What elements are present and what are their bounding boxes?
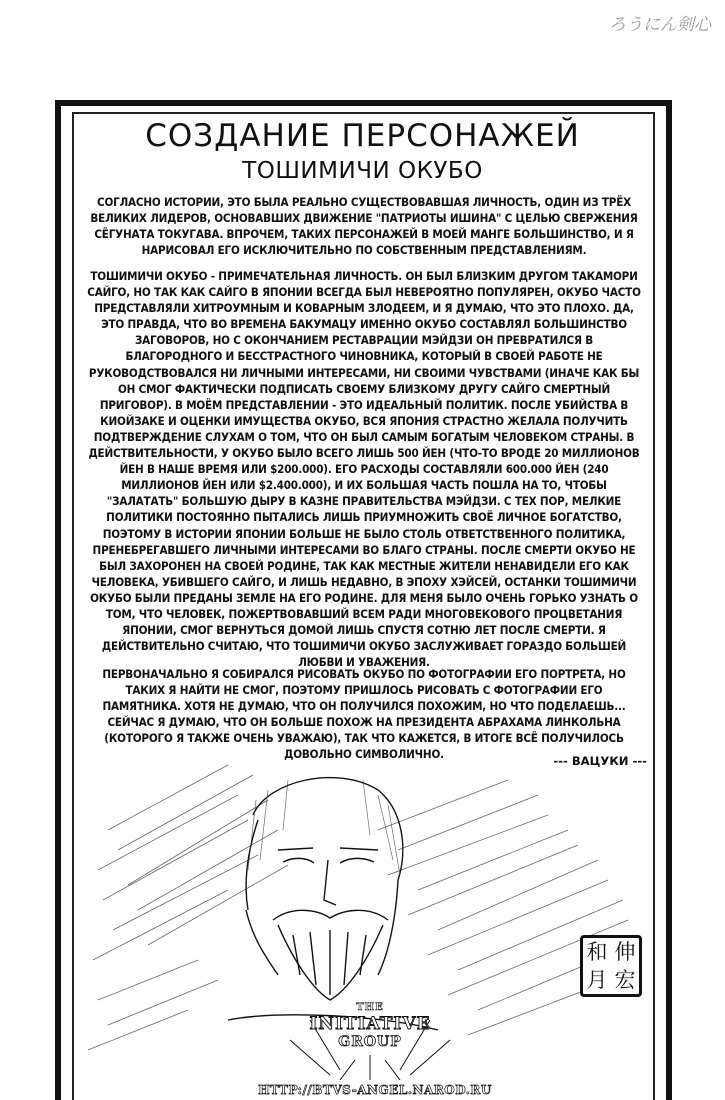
seal-char: 伸 (614, 940, 636, 964)
watermark-url: HTTP://BTVS-ANGEL.NAROD.RU (258, 1083, 492, 1097)
author-signature: --- ВАЦУКИ --- (553, 754, 647, 768)
group-watermark (270, 1000, 470, 1090)
watermark-group: GROUP (338, 1034, 402, 1050)
paragraph-intro: СОГЛАСНО ИСТОРИИ, ЭТО БЫЛА РЕАЛЬНО СУЩЕСТВОВАВШАЯ ЛИЧНОСТЬ, ОДИН ИЗ ТРЁХ ВЕЛИКИХ ЛИДЕРОВ, ОСНОВАВШИХ ДВИЖЕНИЕ "ПАТРИОТЫ ИШИНА" С ЦЕЛЬЮ СВЕРЖЕНИЯ СЁГУНАТА ТОКУГАВА. ВПРОЧЕМ, ТАКИХ ПЕРСОНАЖЕЙ В МОЕЙ МАНГЕ БОЛЬШИНСТВО, И Я НАРИСОВАЛ ЕГО ИСКЛЮЧИТЕЛЬНО ПО СОБСТВЕННЫМ ПРЕДСТАВЛЕНИЯМ. (90, 195, 638, 258)
paragraph-main: ТОШИМИЧИ ОКУБО - ПРИМЕЧАТЕЛЬНАЯ ЛИЧНОСТЬ. ОН БЫЛ БЛИЗКИМ ДРУГОМ ТАКАМОРИ САЙГО, НО ТАК КАК САЙГО В ЯПОНИИ ВСЕГДА БЫЛ НЕВЕРОЯТНО ПОПУЛЯРЕН, ОКУБО ЧАСТО ПРЕДСТАВЛЯЛИ ХИТРОУМНЫМ И КОВАРНЫМ ЗЛОДЕЕМ, И Я ДУМАЮ, ЧТО ЭТО ПЛОХО. ДА, ЭТО ПРАВДА, ЧТО ВО ВРЕМЕНА БАКУМАЦУ ИМЕННО ОКУБО СОСТАВЛЯЛ БОЛЬШИНСТВО ЗАГОВОРОВ, НО С ОКОНЧАНИЕМ РЕСТАВРАЦИИ МЭЙДЗИ ОН ПРЕВРАТИЛСЯ В БЛАГОРОДНОГО И БЕССТРАСТНОГО ЧИНОВНИКА, КОТОРЫЙ В СВОЕЙ РАБОТЕ НЕ РУКОВОДСТВОВАЛСЯ НИ ЛИЧНЫМИ ИНТЕРЕСАМИ, НИ СВОИМИ ЧУВСТВАМИ (ИНАЧЕ КАК БЫ ОН СМОГ ФАКТИЧЕСКИ ПОДПИСАТЬ СВОЕМУ БЛИЗКОМУ ДРУГУ САЙГО СМЕРТНЫЙ ПРИГОВОР). В МОЁМ ПРЕДСТАВЛЕНИИ - ЭТО ИДЕАЛЬНЫЙ ПОЛИТИК. ПОСЛЕ УБИЙСТВА В КИОЙЗАКЕ И ОЦЕНКИ ИМУЩЕСТВА ОКУБО, ВСЯ ЯПОНИЯ СТРАСТНО ЖЕЛАЛА ПОЛУЧИТЬ ПОДТВЕРЖДЕНИЕ СЛУХАМ О ТОМ, ЧТО ОН БЫЛ САМЫМ БОГАТЫМ ЧЕЛОВЕКОМ СТРАНЫ. В ДЕЙСТВИТЕЛЬНОСТИ, У ОКУБО БЫЛО ВСЕГО ЛИШЬ 500 ЙЕН (ЧТО-ТО ВРОДЕ 20 МИЛЛИОНОВ ЙЕН В НАШЕ ВРЕМЯ ИЛИ $200.000). ЕГО РАСХОДЫ СОСТАВЛЯЛИ 600.000 ЙЕН (240 МИЛЛИОНОВ ЙЕН ИЛИ $2.400.000), И ИХ БОЛЬШАЯ ЧАСТЬ ПОШЛА НА ТО, ЧТОБЫ "ЗАЛАТАТЬ" БОЛЬШУЮ ДЫРУ В КАЗНЕ ПРАВИТЕЛЬСТВА МЭЙДЗИ. С ТЕХ ПОР, МЕЛКИЕ ПОЛИТИКИ ПОСТОЯННО ПЫТАЛИСЬ ЛИШЬ ПРИУМНОЖИТЬ СВОЁ ЛИЧНОЕ БОГАТСТВО, ПОЭТОМУ В ИСТОРИИ ЯПОНИИ БОЛЬШЕ НЕ БЫЛО СТОЛЬ ОТВЕТСТВЕННОГО ПОЛИТИКА, ПРЕНЕБРЕГАВШЕГО ЛИЧНЫМИ ИНТЕРЕСАМИ ВО БЛАГО СТРАНЫ. ПОСЛЕ СМЕРТИ ОКУБО НЕ БЫЛ ЗАХОРОНЕН НА СВОЕЙ РОДИНЕ, ТАК КАК МЕСТНЫЕ ЖИТЕЛИ НЕНАВИДЕЛИ ЕГО КАК ЧЕЛОВЕКА, УБИВШЕГО САЙГО, И ЛИШЬ НЕДАВНО, В ЭПОХУ ХЭЙСЕЙ, ОСТАНКИ ТОШИМИЧИ ОКУБО БЫЛИ ПРЕДАНЫ ЗЕМЛЕ НА ЕГО РОДИНЕ. ДЛЯ МЕНЯ БЫЛО ОЧЕНЬ ГОРЬКО УЗНАТЬ О ТОМ, ЧТО ЧЕЛОВЕК, ПОЖЕРТВОВАВШИЙ ВСЕМ РАДИ МНОГОВЕКОВОГО ПРОЦВЕТАНИЯ ЯПОНИИ, СМОГ ВЕРНУТЬСЯ ДОМОЙ ЛИШЬ СПУСТЯ СОТНЮ ЛЕТ ПОСЛЕ СМЕРТИ. Я ДЕЙСТВИТЕЛЬНО СЧИТАЮ, ЧТО ТОШИМИЧИ ОКУБО ЗАСЛУЖИВАЕТ ГОРАЗДО БОЛЬШЕЙ ЛЮБВИ И УВАЖЕНИЯ. (87, 269, 641, 670)
seal-char: 和 (586, 940, 608, 964)
watermark-the: THE (356, 1002, 384, 1013)
series-logo: ろうにん剣心 (609, 15, 711, 35)
paragraph-closing: ПЕРВОНАЧАЛЬНО Я СОБИРАЛСЯ РИСОВАТЬ ОКУБО ПО ФОТОГРАФИИ ЕГО ПОРТРЕТА, НО ТАКИХ Я НАЙТИ НЕ СМОГ, ПОЭТОМУ ПРИШЛОСЬ РИСОВАТЬ С ФОТОГРАФИИ ЕГО ПАМЯТНИКА. ХОТЯ НЕ ДУМАЮ, ЧТО ОН ПОЛУЧИЛСЯ ПОХОЖИМ, НО ЧТО ПОДЕЛАЕШЬ... СЕЙЧАС Я ДУМАЮ, ЧТО ОН БОЛЬШЕ ПОХОЖ НА ПРЕЗИДЕНТА АБРАХАМА ЛИНКОЛЬНА (КОТОРОГО Я ТАКЖЕ ОЧЕНЬ УВАЖАЮ), ТАК ЧТО КАЖЕТСЯ, В ИТОГЕ ВСЁ ПОЛУЧИЛОСЬ ДОВОЛЬНО СИМВОЛИЧНО. (102, 667, 626, 762)
seal-char: 宏 (614, 968, 636, 992)
watermark-initiative: INITIATIVE (309, 1014, 431, 1034)
artist-seal (580, 935, 642, 997)
page-subtitle: ТОШИМИЧИ ОКУБО (242, 158, 483, 184)
seal-char: 月 (586, 968, 608, 992)
page-title: СОЗДАНИЕ ПЕРСОНАЖЕЙ (145, 118, 580, 154)
